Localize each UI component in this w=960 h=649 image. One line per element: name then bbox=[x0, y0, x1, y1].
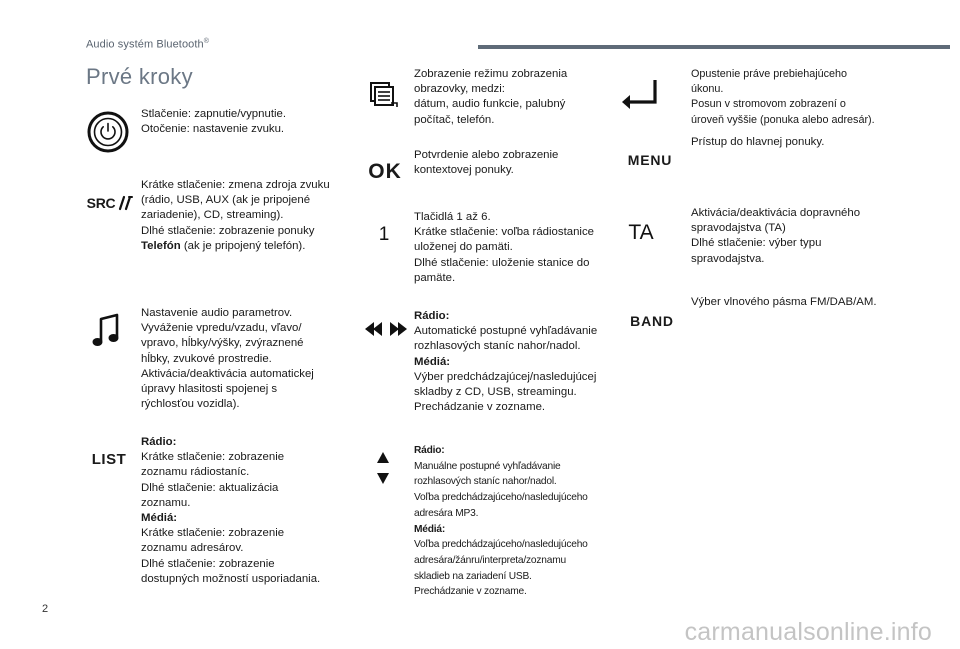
text-line: Potvrdenie alebo zobrazenie bbox=[414, 149, 559, 161]
text-line: Automatické postupné vyhľadávanie bbox=[414, 325, 598, 338]
text-line: Zobrazenie režimu zobrazenia bbox=[414, 68, 568, 80]
seek-description bbox=[414, 309, 597, 415]
section-label: Rádio: bbox=[414, 310, 450, 322]
text-line: Tlačidlá 1 až 6. bbox=[414, 211, 491, 223]
text-line: adresára/žánru/interpreta/zoznamu bbox=[414, 554, 566, 566]
text-line: Opustenie práve prebiehajúceho bbox=[691, 68, 848, 80]
ta-label: TA bbox=[628, 221, 654, 244]
band-description bbox=[691, 295, 876, 310]
text-line: Prechádzanie v zozname. bbox=[414, 586, 527, 598]
menu-label: MENU bbox=[627, 152, 673, 168]
text-line: Voľba predchádzajúceho/nasledujúceho bbox=[414, 539, 588, 551]
ok-button-icon bbox=[368, 160, 402, 184]
header-title-text: Audio systém Bluetooth bbox=[86, 38, 204, 51]
updown-description bbox=[414, 443, 588, 600]
section-label: Médiá: bbox=[141, 512, 178, 525]
text-line: Dlhé stlačenie: zobrazenie bbox=[141, 557, 275, 570]
preset-description bbox=[414, 210, 594, 286]
text-line: adresára MP3. bbox=[414, 507, 479, 519]
text-line: zoznamu rádiostaníc. bbox=[141, 466, 250, 479]
text-line: Stlačenie: zapnutie/vypnutie. bbox=[141, 108, 287, 120]
text-line: Otočenie: nastavenie zvuku. bbox=[141, 123, 285, 136]
text-line: Dlhé stlačenie: uloženie stanice do bbox=[414, 256, 590, 269]
registered-mark: ® bbox=[203, 38, 210, 45]
text-line bbox=[414, 355, 597, 370]
text-line: Dlhé stlačenie: zobrazenie ponuky bbox=[141, 224, 315, 237]
seek-arrows-icon bbox=[364, 319, 408, 339]
text-line: spravodajstva. bbox=[691, 252, 765, 265]
page-number: 2 bbox=[42, 603, 49, 615]
text-line: Voľba predchádzajúceho/nasledujúceho bbox=[414, 492, 588, 504]
text-line bbox=[414, 443, 588, 459]
page-title: Prvé kroky bbox=[86, 64, 193, 89]
ok-description bbox=[414, 148, 558, 178]
display-mode-description bbox=[414, 67, 567, 128]
bold-term: Telefón bbox=[141, 239, 181, 252]
ta-button-icon bbox=[622, 220, 660, 246]
section-label: Rádio: bbox=[141, 436, 177, 448]
back-return-icon bbox=[620, 74, 660, 114]
preset-label: 1 bbox=[378, 224, 390, 245]
ta-description bbox=[691, 206, 860, 267]
text-line: Krátke stlačenie: zobrazenie bbox=[141, 527, 285, 540]
text-line: Aktivácia/deaktivácia dopravného bbox=[691, 207, 861, 219]
power-knob-icon bbox=[86, 110, 130, 154]
text-line bbox=[141, 435, 320, 450]
up-down-arrows-icon bbox=[372, 450, 394, 486]
text-line: (rádio, USB, AUX (ak je pripojené bbox=[141, 194, 311, 207]
text-line: Prístup do hlavnej ponuky. bbox=[691, 136, 825, 148]
text-line bbox=[141, 239, 330, 254]
text-line: zariadenie), CD, streaming). bbox=[141, 209, 284, 222]
phone-slash-icon bbox=[117, 195, 133, 211]
section-label: Rádio: bbox=[414, 445, 445, 456]
text-line bbox=[414, 309, 597, 324]
music-note-icon bbox=[90, 310, 124, 350]
display-mode-icon bbox=[368, 78, 400, 110]
text-line: Krátke stlačenie: voľba rádiostanice bbox=[414, 226, 594, 239]
power-description bbox=[141, 107, 286, 137]
text-line: Prechádzanie v zozname. bbox=[414, 401, 546, 414]
band-button-icon bbox=[622, 311, 682, 331]
text-line: Dlhé stlačenie: aktualizácia bbox=[141, 481, 279, 494]
text-line: úkonu. bbox=[691, 83, 724, 96]
text-line: skladby z CD, USB, streamingu. bbox=[414, 386, 577, 399]
band-label: BAND bbox=[630, 313, 674, 329]
text-line: skladieb na zariadení USB. bbox=[414, 570, 532, 582]
src-description bbox=[141, 178, 330, 254]
running-header bbox=[86, 38, 209, 51]
text-line: spravodajstva (TA) bbox=[691, 222, 786, 235]
text-line: Vyváženie vpredu/vzadu, vľavo/ bbox=[141, 322, 302, 335]
watermark: carmanualsonline.info bbox=[684, 618, 932, 646]
ok-label: OK bbox=[368, 160, 402, 183]
list-button-icon bbox=[86, 448, 132, 470]
text-line: rozhlasových staníc nahor/nadol. bbox=[414, 476, 557, 488]
text-line: Krátke stlačenie: zobrazenie bbox=[141, 451, 285, 464]
text-line bbox=[414, 522, 588, 538]
src-label: SRC bbox=[86, 195, 116, 211]
header-rule bbox=[478, 45, 950, 49]
text-line: Výber vlnového pásma FM/DAB/AM. bbox=[691, 296, 877, 308]
text-line: Posun v stromovom zobrazení o bbox=[691, 98, 846, 111]
text-line: Aktivácia/deaktivácia automatickej bbox=[141, 367, 314, 380]
text-line: Dlhé stlačenie: výber typu bbox=[691, 237, 822, 250]
text-line: obrazovky, medzi: bbox=[414, 83, 505, 96]
back-description bbox=[691, 67, 875, 128]
text-line: úpravy hlasitosti spojenej s bbox=[141, 383, 278, 396]
text-line: Výber predchádzajúcej/nasledujúcej bbox=[414, 370, 597, 383]
text-line: dostupných možností usporiadania. bbox=[141, 572, 321, 585]
text-line: Krátke stlačenie: zmena zdroja zvuku bbox=[141, 179, 330, 191]
menu-description bbox=[691, 135, 824, 150]
menu-button-icon bbox=[622, 150, 678, 170]
section-label: Médiá: bbox=[414, 523, 446, 535]
preset-button-icon bbox=[374, 222, 394, 248]
text-line bbox=[141, 511, 320, 526]
text-line: rozhlasových staníc nahor/nadol. bbox=[414, 340, 581, 353]
audio-settings-description bbox=[141, 306, 314, 412]
text-line: zoznamu adresárov. bbox=[141, 542, 244, 555]
list-label: LIST bbox=[91, 450, 127, 468]
text-line: dátum, audio funkcie, palubný bbox=[414, 98, 566, 111]
text-line: počítač, telefón. bbox=[414, 113, 495, 126]
text-line: rýchlosťou vozidla). bbox=[141, 398, 240, 411]
section-label: Médiá: bbox=[414, 355, 451, 368]
text-line: úroveň vyššie (ponuka alebo adresár). bbox=[691, 113, 875, 126]
text-line: hĺbky, zvukové prostredie. bbox=[141, 352, 272, 365]
text-line: zoznamu. bbox=[141, 496, 191, 509]
src-button-icon bbox=[86, 192, 134, 214]
text-line: uloženej do pamäti. bbox=[414, 241, 513, 254]
text-line: Manuálne postupné vyhľadávanie bbox=[414, 460, 561, 472]
text-fragment: (ak je pripojený telefón). bbox=[180, 239, 306, 252]
text-line: pamäte. bbox=[414, 271, 456, 284]
text-line: kontextovej ponuky. bbox=[414, 164, 514, 177]
text-line: Nastavenie audio parametrov. bbox=[141, 307, 293, 319]
text-line: vpravo, hĺbky/výšky, zvýraznené bbox=[141, 337, 304, 350]
list-description bbox=[141, 435, 320, 587]
